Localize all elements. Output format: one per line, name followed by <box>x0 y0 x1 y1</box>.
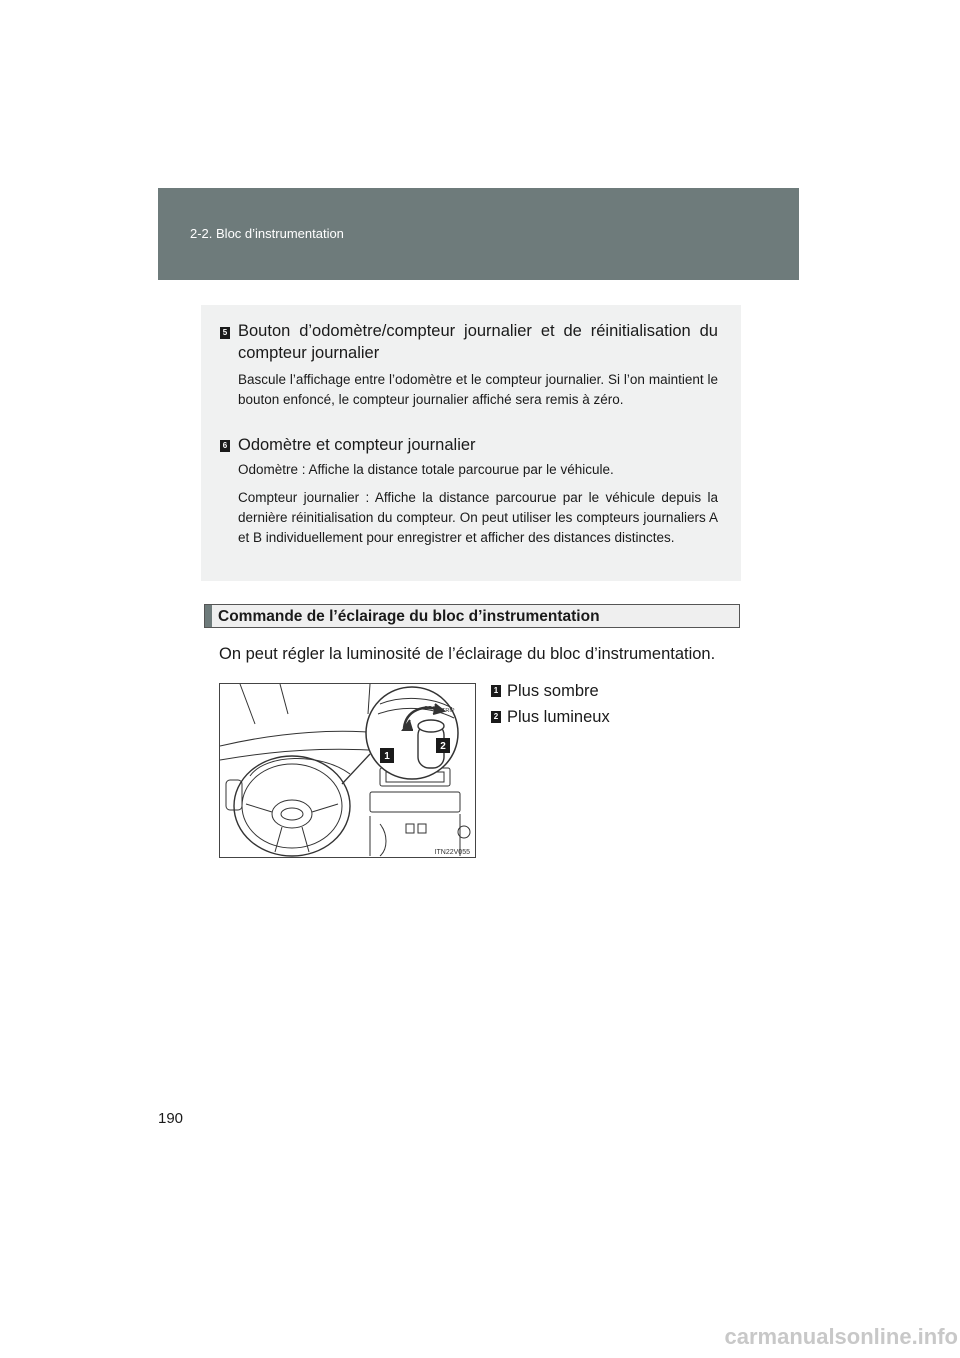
callout-2: 2 <box>440 741 446 752</box>
section-heading-text: Commande de l’éclairage du bloc d’instrumentation <box>218 608 600 625</box>
item-description: Compteur journalier : Affiche la distance parcourue par le véhicule depuis la dernière réinitialisation du compteur. On peut utiliser les compteurs journaliers A et B individuellement pour enregistrer et afficher des distances distinctes. <box>238 490 718 545</box>
knob-label-odo: ODO <box>424 706 437 712</box>
heading-accent-bar <box>205 605 212 627</box>
item-number-badge: 5 <box>220 327 230 339</box>
section-heading <box>204 604 740 628</box>
legend-number-badge: 2 <box>491 711 501 723</box>
item-description: Odomètre : Affiche la distance totale parcourue par le véhicule. <box>238 462 614 477</box>
legend-label: Plus sombre <box>507 682 599 700</box>
section-breadcrumb: 2-2. Bloc d’instrumentation <box>190 226 344 241</box>
legend-number-badge: 1 <box>491 685 501 697</box>
watermark: carmanualsonline.info <box>724 1324 958 1349</box>
knob-label-trip: TRIP <box>442 708 455 714</box>
item-title: Bouton d’odomètre/compteur journalier et de réinitialisation du compteur journalier <box>238 322 718 362</box>
section-intro: On peut régler la luminosité de l’éclairage du bloc d’instrumentation. <box>219 645 716 663</box>
header-band <box>158 188 799 280</box>
item-number-badge: 6 <box>220 440 230 452</box>
legend-label: Plus lumineux <box>507 708 610 726</box>
figure-code: ITN22V055 <box>434 849 470 856</box>
page-number: 190 <box>158 1110 184 1127</box>
item-title: Odomètre et compteur journalier <box>238 436 476 454</box>
item-description: Bascule l’affichage entre l’odomètre et le compteur journalier. Si l’on maintient le bouton enfoncé, le compteur journalier affiché sera remis à zéro. <box>238 372 718 407</box>
callout-1: 1 <box>384 751 390 762</box>
info-box <box>201 305 741 581</box>
dashboard-drawing <box>220 684 475 857</box>
dashboard-illustration <box>219 683 476 858</box>
